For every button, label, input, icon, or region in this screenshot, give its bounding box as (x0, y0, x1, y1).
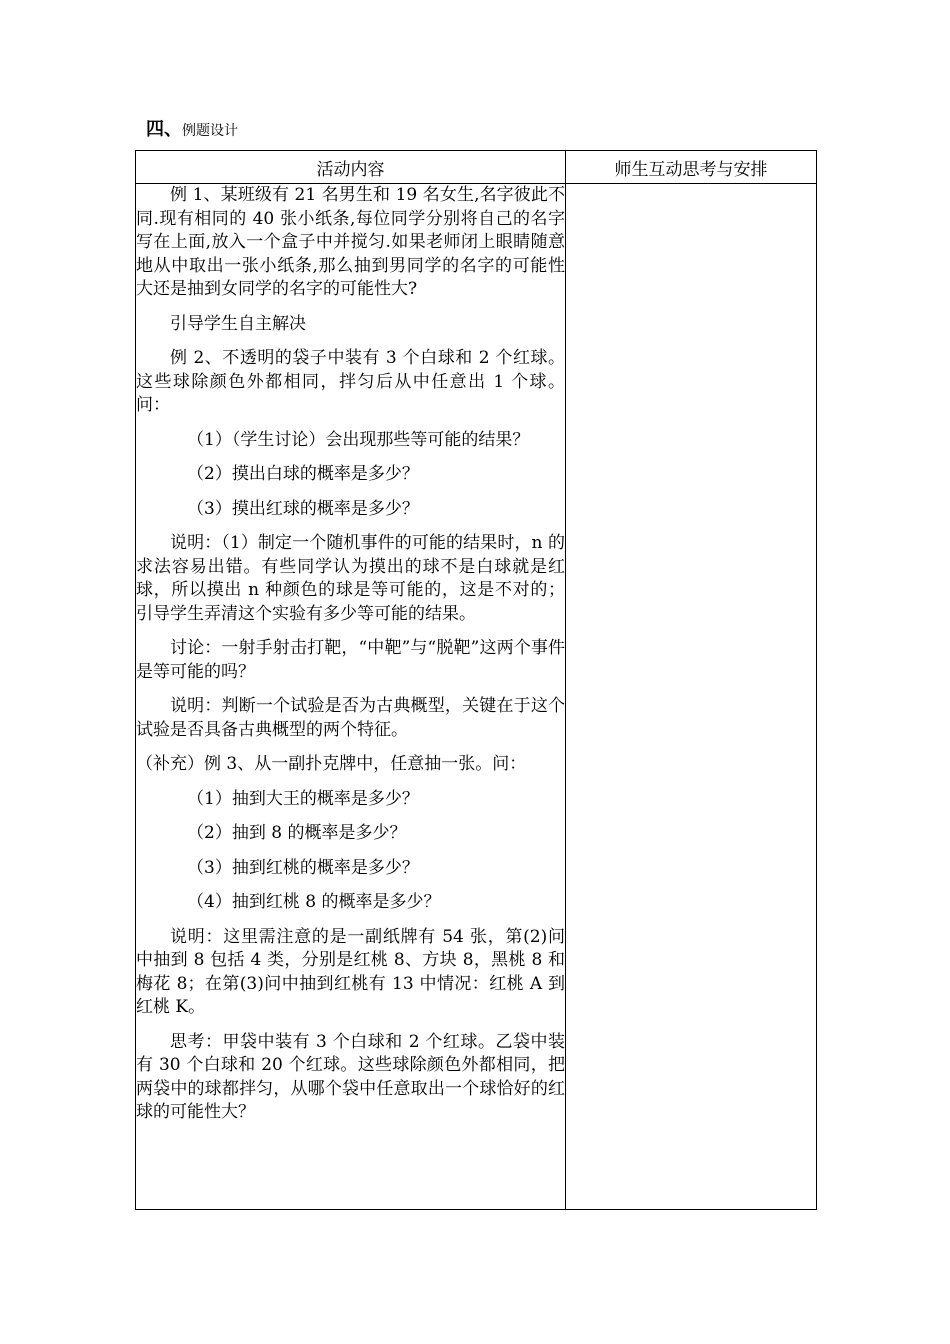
header-activity-content: 活动内容 (136, 151, 566, 184)
activity-content-cell (136, 184, 566, 1210)
table-header-row (136, 151, 817, 184)
section-heading (146, 119, 238, 142)
question-3: （3）摸出红球的概率是多少？ (187, 498, 419, 519)
discussion-paragraph: 讨论：一射手射击打靶，“中靶”与“脱靶”这两个事件是等可能的吗？ (136, 638, 565, 682)
guidance-note: 引导学生自主解决 (170, 313, 306, 334)
header-teacher-student-interaction: 师生互动思考与安排 (566, 151, 817, 184)
explanation-1: 说明：（1）制定一个随机事件的可能的结果时，n 的求法容易出错。有些同学认为摸出的球不是白球就是红球，所以摸出 n 种颜色的球是等可能的，这是不对的；引导学生弄清这个实验有多少等可能的结果。 (136, 533, 565, 624)
example-3-question-3: （3）抽到红桃的概率是多少？ (187, 857, 419, 878)
example-3-question-1: （1）抽到大王的概率是多少？ (187, 788, 419, 809)
explanation-2: 说明：判断一个试验是否为古典概型，关键在于这个试验是否具备古典概型的两个特征。 (136, 696, 565, 740)
table-row (136, 184, 817, 1210)
example-3-question-2: （2）抽到 8 的概率是多少？ (187, 823, 407, 843)
example-3-question-4: （4）抽到红桃 8 的概率是多少？ (187, 892, 441, 912)
example-2-paragraph: 例 2、不透明的袋子中装有 3 个白球和 2 个红球。这些球除颜色外都相同，拌匀后从中任意出 1 个球。问： (136, 348, 565, 415)
section-number: 四、 (146, 119, 182, 140)
explanation-3: 说明：这里需注意的是一副纸牌有 54 张，第(2)问中抽到 8 包括 4 类，分别是红桃 8、方块 8，黑桃 8 和梅花 8；在第(3)问中抽到红桃有 13 中情况：红桃 A 到红桃 K。 (136, 926, 565, 1017)
question-1: （1）（学生讨论）会出现那些等可能的结果？ (187, 429, 530, 450)
question-2: （2）摸出白球的概率是多少？ (187, 464, 419, 484)
lesson-table (135, 150, 817, 1210)
thinking-paragraph: 思考：甲袋中装有 3 个白球和 2 个红球。乙袋中装有 30 个白球和 20 个红球。这些球除颜色外都相同，把两袋中的球都拌匀，从哪个袋中任意取出一个球恰好的红球的可能性大？ (136, 1031, 565, 1122)
example-1-paragraph: 例 1、某班级有 21 名男生和 19 名女生,名字彼此不同.现有相同的 40 张小纸条,每位同学分别将自己的名字写在上面,放入一个盒子中并搅匀.如果老师闭上眼睛随意地从中取出一张小纸条,那么抽到男同学的名字的可能性大还是抽到女同学的名字的可能性大? (136, 185, 565, 299)
interaction-cell (566, 184, 817, 1210)
example-3-paragraph: （补充）例 3、从一副扑克牌中，任意抽一张。问： (136, 754, 527, 774)
section-title: 例题设计 (182, 123, 238, 139)
